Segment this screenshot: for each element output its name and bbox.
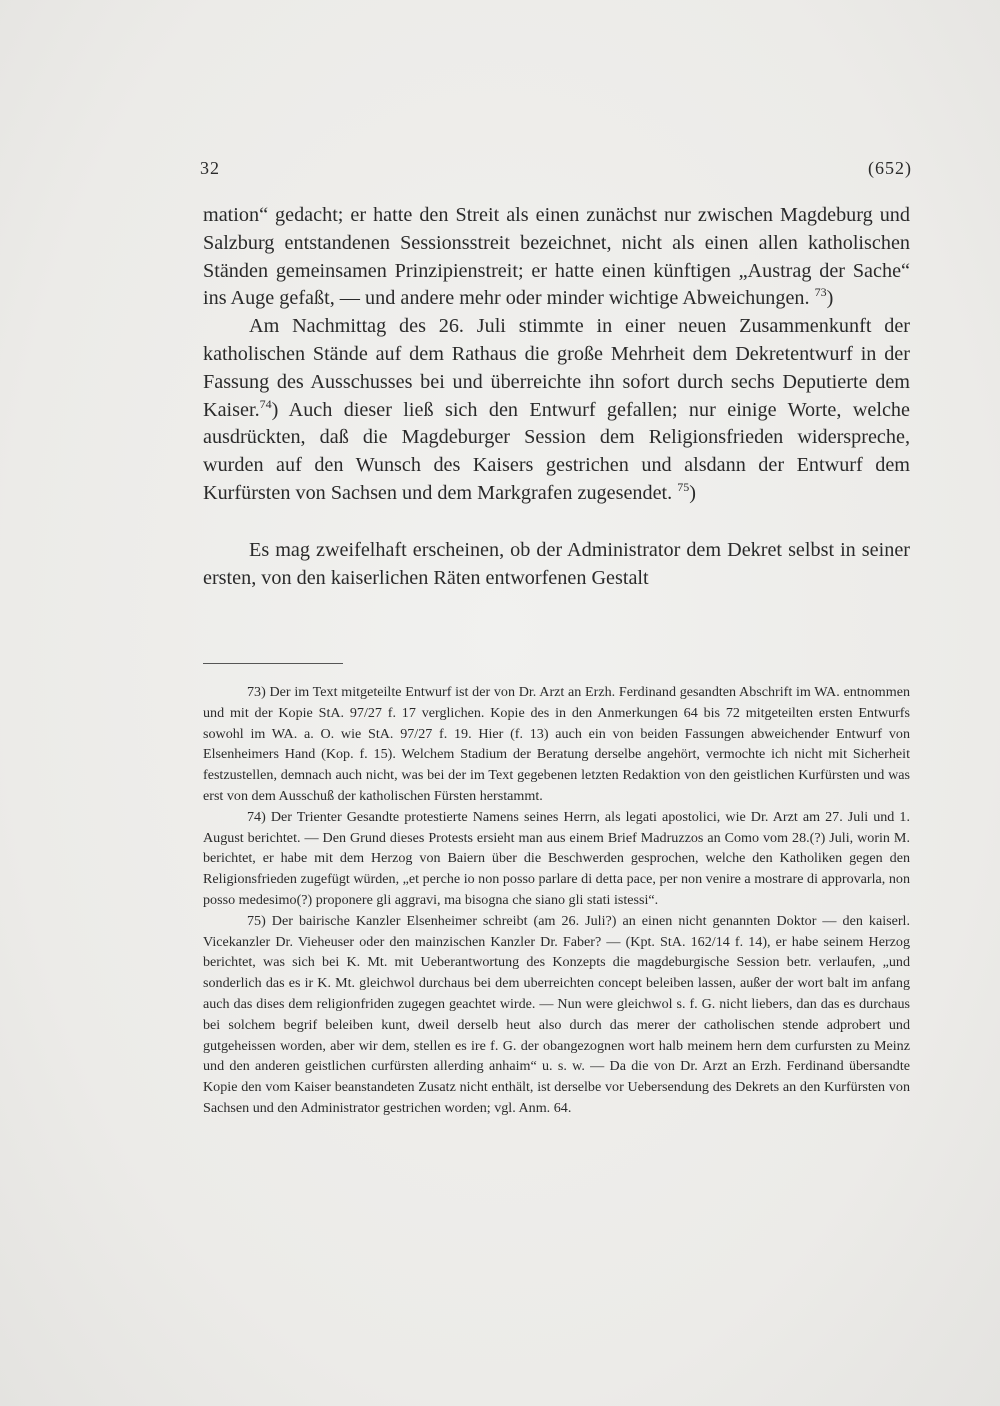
footnote-ref-73: 73 — [814, 285, 827, 300]
paragraph-3-text: Es mag zweifelhaft erscheinen, ob der Administrator dem Dekret selbst in seiner ersten, von den kaiserlichen Räten entworfenen Gestalt — [203, 538, 910, 589]
page-number: 32 — [200, 158, 220, 178]
footnote-ref-close: ) — [689, 481, 696, 504]
paragraph-1-text: mation“ gedacht; er hatte den Streit als einen zunächst nur zwischen Magdeburg und Salzburg entstandenen Sessionsstreit bezeichnet, nicht als einen allen katholischen Ständen gemeinsamen Prinzipienstreit; er hatte einen künftigen „Austrag der Sache“ ins Auge gefaßt, — und andere mehr oder minder wichtige Abweichungen. — [203, 204, 910, 310]
page-header — [200, 158, 912, 184]
footnote-separator — [203, 663, 343, 664]
paragraph-2-text-b: ) Auch dieser ließ sich den Entwurf gefallen; nur einige Worte, welche ausdrückten, daß die Magdeburger Session dem Religionsfrieden widerspreche, wurden auf den Wunsch des Kaisers gestrichen und alsdann der Entwurf dem Kurfürsten von Sachsen und dem Markgrafen zugesendet. — [203, 398, 910, 504]
footnote-ref-74: 74 — [259, 396, 272, 411]
footnote-75: 75) Der bairische Kanzler Elsenheimer schreibt (am 26. Juli?) an einen nicht genannten Doktor — den kaiserl. Vicekanzler Dr. Vieheuser oder den mainzischen Kanzler Dr. Faber? — (Kpt. StA. 162/14 f. 14), er habe seinem Herzog berichtet, was sich bei K. Mt. mit Ueberantwortung des Konzepts die magdeburgische Session betr. verlaufen, „und sonderlich das es ir K. Mt. gleichwol durchaus bei dem uberreichten concept beleiben lassen, außer der wort balt im anfang auch das dises dem religionfriden zugegen geachtet wirde. — Nun were gleichwol s. f. G. nicht liebers, dan das es durchaus bei solchem begrif beleiben kunt, dweil derselb heut also durch das merer der catholischen stende adprobert und gutgeheissen worden, aber wir dem, stellen es ire f. G. der obangezognen wort halb meinem hern dem curfursten zu Meinz und den anderen geistlichen curfürsten allerding anhaim“ u. s. w. — Da die von Dr. Arzt an Erzh. Ferdinand übersandte Kopie den vom Kaiser beanstandeten Zusatz nicht enthält, ist derselbe vor Uebersendung des Dekrets an den Kurfürsten von Sachsen und den Administrator gestrichen worden; vgl. Anm. 64. — [203, 912, 910, 1116]
footnote-74: 74) Der Trienter Gesandte protestierte Namens seines Herrn, als legati apostolici, wie Dr. Arzt am 27. Juli und 1. August berichtet. — Den Grund dieses Protests ersieht man aus einem Brief Madruzzos an Como vom 28.(?) Juli, worin M. berichtet, er habe mit dem Herzog von Baiern über die Beschwerden gesprochen, welche den Katholiken gegen den Religionsfrieden zugefügt würden, „et perche io non posso parlare di detta pace, per non venire a mostrare di approvarla, non posso medesimo(?) proponere gli aggravi, ma bisogna che siano gli stati istessi“. — [203, 808, 910, 908]
paragraph-1 — [203, 202, 910, 313]
paragraph-2-text-a: Am Nachmittag des 26. Juli stimmte in einer neuen Zusammenkunft der katholischen Stände auf dem Rathaus die große Mehrheit dem Dekretentwurf in der Fassung des Ausschusses bei und überreichte ihn sofort durch sechs Deputierte dem Kaiser. — [203, 315, 910, 421]
footnote-ref-close: ) — [826, 287, 834, 310]
main-text — [203, 202, 910, 592]
footnote-73: 73) Der im Text mitgeteilte Entwurf ist der von Dr. Arzt an Erzh. Ferdinand gesandten Abschrift im WA. entnommen und mit der Kopie StA. 97/27 f. 17 verglichen. Kopie des in den Anmerkungen 64 bis 72 mitgeteilten ersten Entwurfs sowohl im WA. a. O. wie StA. 97/27 f. 19. Hier (f. 13) auch ein von beiden Fassungen abweichender Entwurf von Elsenheimers Hand (Kop. f. 15). Welchem Stadium der Beratung derselbe angehört, vermochte ich nicht mit Sicherheit festzustellen, demnach auch nicht, was bei der im Text gegebenen letzten Redaktion von den geistlichen Kurfürsten und was erst von dem Ausschuß der katholischen Fürsten herstammt. — [203, 684, 910, 804]
paragraph-3 — [203, 537, 910, 593]
original-page-number: (652) — [868, 158, 912, 178]
footnote-ref-75: 75 — [677, 479, 690, 494]
footnotes — [203, 682, 910, 1119]
paragraph-2 — [203, 313, 910, 508]
